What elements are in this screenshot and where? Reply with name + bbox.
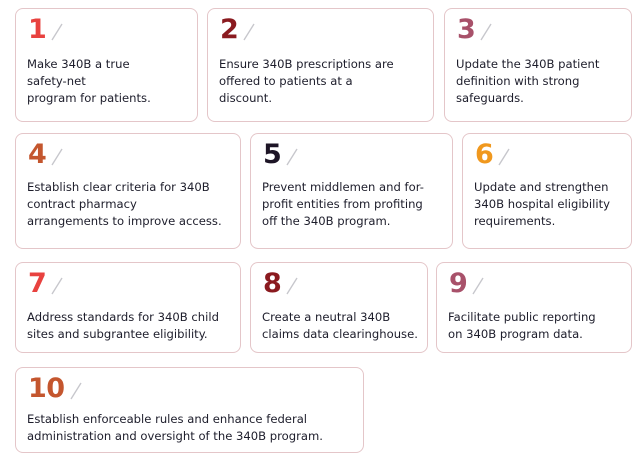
card-number-value: 7 bbox=[28, 268, 47, 299]
card-number bbox=[28, 269, 63, 299]
card-number-value: 6 bbox=[475, 139, 494, 170]
principle-card-4 bbox=[15, 133, 241, 249]
slash-icon bbox=[498, 148, 510, 166]
slash-icon bbox=[70, 382, 82, 400]
slash-icon bbox=[480, 23, 492, 41]
principle-card-6 bbox=[462, 133, 632, 249]
card-number-value: 9 bbox=[449, 268, 468, 299]
slash-icon bbox=[286, 277, 298, 295]
card-text: Establish enforceable rules and enhance federal administration and oversight of the 340B program. bbox=[27, 412, 323, 443]
slash-icon bbox=[51, 23, 63, 41]
card-number bbox=[263, 140, 298, 170]
card-number bbox=[457, 15, 492, 45]
card-number bbox=[449, 269, 484, 299]
principle-card-7 bbox=[15, 262, 241, 353]
card-text: Prevent middlemen and for- profit entities from profiting off the 340B program. bbox=[262, 180, 424, 228]
principle-card-10 bbox=[15, 367, 364, 453]
card-text: Create a neutral 340B claims data clearinghouse. bbox=[262, 310, 418, 341]
card-number-value: 4 bbox=[28, 139, 47, 170]
card-text: Address standards for 340B child sites and subgrantee eligibility. bbox=[27, 310, 219, 341]
principle-card-3 bbox=[444, 8, 632, 122]
principle-card-9 bbox=[436, 262, 632, 353]
principle-card-5 bbox=[250, 133, 453, 249]
card-number-value: 1 bbox=[28, 14, 47, 45]
principle-card-2 bbox=[207, 8, 434, 122]
card-text: Establish clear criteria for 340B contract pharmacy arrangements to improve access. bbox=[27, 180, 222, 228]
slash-icon bbox=[243, 23, 255, 41]
card-number bbox=[475, 140, 510, 170]
card-number bbox=[28, 374, 82, 404]
card-number-value: 5 bbox=[263, 139, 282, 170]
slash-icon bbox=[51, 277, 63, 295]
card-number bbox=[263, 269, 298, 299]
card-text: Update the 340B patient definition with strong safeguards. bbox=[456, 57, 600, 105]
slash-icon bbox=[472, 277, 484, 295]
card-number bbox=[28, 15, 63, 45]
card-number bbox=[28, 140, 63, 170]
card-number-value: 3 bbox=[457, 14, 476, 45]
slash-icon bbox=[51, 148, 63, 166]
principle-card-1 bbox=[15, 8, 198, 122]
card-text: Ensure 340B prescriptions are offered to patients at a discount. bbox=[219, 57, 394, 105]
principle-card-8 bbox=[250, 262, 428, 353]
card-number-value: 8 bbox=[263, 268, 282, 299]
card-number-value: 10 bbox=[28, 373, 65, 404]
card-number-value: 2 bbox=[220, 14, 239, 45]
card-number bbox=[220, 15, 255, 45]
card-text: Update and strengthen 340B hospital eligibility requirements. bbox=[474, 180, 610, 228]
card-text: Facilitate public reporting on 340B program data. bbox=[448, 310, 596, 341]
card-text: Make 340B a true safety-net program for patients. bbox=[27, 57, 151, 105]
slash-icon bbox=[286, 148, 298, 166]
